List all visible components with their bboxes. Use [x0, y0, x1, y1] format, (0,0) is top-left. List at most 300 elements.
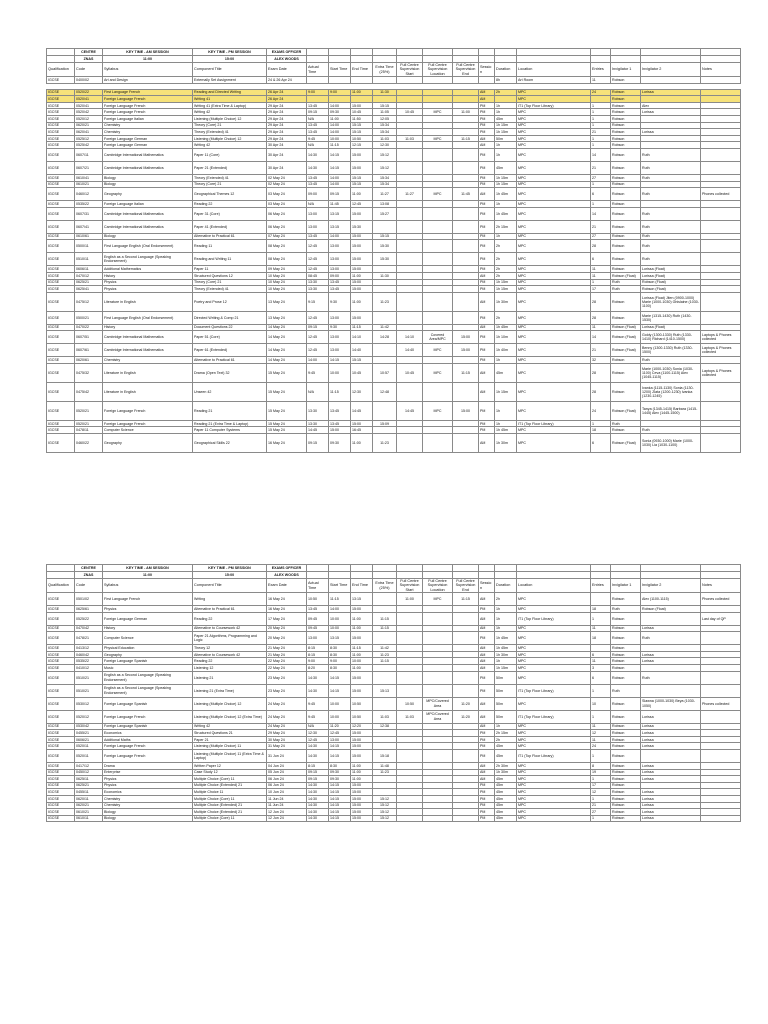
cell-supervision-location: Covered Area/MPC [423, 331, 453, 344]
cell-supervision-start [397, 174, 423, 181]
cell-entries: 27 [591, 809, 611, 816]
cell-supervision-end [453, 762, 479, 769]
cell-supervision-end [453, 606, 479, 613]
cell-notes: Phones collected [701, 593, 741, 606]
cell-code: 0455/21 [75, 730, 103, 737]
cell-entries: 1 [591, 142, 611, 149]
header-empty-cell [611, 49, 641, 56]
cell-invigilator-2 [641, 201, 701, 208]
cell-supervision-start: 11:00 [397, 593, 423, 606]
table-row [47, 240, 741, 253]
cell-end-time: 15:15 [351, 174, 373, 181]
cell-invigilator-1: Robson [611, 115, 641, 122]
column-header-qualification: Qualification [47, 579, 75, 593]
cell-invigilator-1: Robson [611, 174, 641, 181]
cell-supervision-start [397, 420, 423, 427]
cell-supervision-start [397, 102, 423, 109]
cell-actual-time: 9:45 [307, 710, 329, 723]
cell-location: MPC [517, 434, 591, 453]
cell-syllabus: Economics [103, 730, 193, 737]
cell-code: 0478/21 [75, 632, 103, 645]
cell-component-title: Theory (Core) 21 [193, 181, 267, 188]
cell-supervision-location [423, 749, 453, 762]
cell-exam-date: 07 May 24 [267, 233, 307, 240]
cell-end-time: 15:15 [351, 181, 373, 188]
cell-code: 0460/12 [75, 188, 103, 201]
cell-supervision-start [397, 612, 423, 625]
cell-exam-date: 13 May 24 [267, 292, 307, 311]
cell-exam-date: 23 May 24 [267, 671, 307, 684]
cell-entries: 17 [591, 782, 611, 789]
header-empty-cell [701, 56, 741, 63]
cell-duration: 1h 30m [495, 292, 517, 311]
pm-value: 15:00 [193, 56, 267, 63]
column-header-syllabus: Syllabus [103, 63, 193, 77]
cell-supervision-end [453, 684, 479, 697]
cell-invigilator-2: Ruth [641, 188, 701, 201]
cell-supervision-start: 14:40 [397, 344, 423, 357]
cell-exam-date: 10 May 24 [267, 272, 307, 279]
cell-exam-date: 04 Jun 24 [267, 762, 307, 769]
cell-invigilator-2: Lorissa (Float) [641, 266, 701, 273]
cell-syllabus: First Language English (Oral Endorsement) [103, 240, 193, 253]
cell-start-time: 8:30 [329, 762, 351, 769]
cell-entries: 18 [591, 606, 611, 613]
cell-invigilator-1: Robson [611, 201, 641, 208]
cell-syllabus: Foreign Language German [103, 135, 193, 142]
cell-extra-time: 11:42 [373, 324, 397, 331]
cell-code: 0620/61 [75, 357, 103, 364]
cell-invigilator-1: Robson [611, 129, 641, 136]
cell-supervision-end [453, 233, 479, 240]
cell-qualification: IGCSE [47, 272, 75, 279]
cell-invigilator-1: Robson [611, 253, 641, 266]
cell-session: PM [479, 122, 495, 129]
cell-qualification: IGCSE [47, 115, 75, 122]
cell-actual-time: 14:30 [307, 802, 329, 809]
header-empty-cell [397, 49, 423, 56]
cell-syllabus: Cambridge International Mathematics [103, 161, 193, 174]
column-header-row [47, 579, 741, 593]
cell-code: 0470/22 [75, 324, 103, 331]
cell-start-time: 13:45 [329, 286, 351, 293]
cell-duration: 1h 45m [495, 207, 517, 220]
cell-notes [701, 266, 741, 273]
cell-supervision-location: MPC [423, 593, 453, 606]
cell-supervision-end [453, 174, 479, 181]
cell-syllabus: Literature in English [103, 292, 193, 311]
cell-supervision-location [423, 279, 453, 286]
cell-start-time: 11:15 [329, 142, 351, 149]
cell-extra-time: 12:38 [373, 723, 397, 730]
cell-end-time: 15:15 [351, 122, 373, 129]
table-row [47, 286, 741, 293]
cell-invigilator-1: Robson [611, 233, 641, 240]
cell-session: AM [479, 769, 495, 776]
cell-extra-time [373, 593, 397, 606]
cell-invigilator-2: Lorissa (Float) Jiten (0900-1000) Marie (1000-1030) Ghislaine (1030-1100) [641, 292, 701, 311]
table-row [47, 266, 741, 273]
cell-actual-time: 9:00 [307, 658, 329, 665]
header-empty-cell [591, 565, 611, 572]
cell-invigilator-2: Lorissa [641, 809, 701, 816]
centre-label: CENTRE [75, 49, 103, 56]
cell-supervision-location [423, 181, 453, 188]
cell-invigilator-1: Robson [611, 220, 641, 233]
cell-duration: 50m [495, 710, 517, 723]
cell-invigilator-2: Lorissa [641, 710, 701, 723]
cell-session: AM [479, 292, 495, 311]
cell-start-time: 13:45 [329, 401, 351, 420]
cell-session: AM [479, 664, 495, 671]
cell-actual-time: 13:00 [307, 207, 329, 220]
column-header-exam-date: Exam Date [267, 63, 307, 77]
header-empty-cell [373, 56, 397, 63]
cell-end-time: 10:00 [351, 658, 373, 665]
cell-notes [701, 181, 741, 188]
cell-invigilator-1: Robson [611, 743, 641, 750]
cell-exam-date: 11 Jun 24 [267, 802, 307, 809]
header-empty-cell [397, 572, 423, 579]
cell-end-time: 15:15 [351, 357, 373, 364]
cell-exam-date: 11 Jun 24 [267, 795, 307, 802]
cell-actual-time: 14:30 [307, 815, 329, 822]
cell-invigilator-2 [641, 142, 701, 149]
cell-code: 0535/22 [75, 201, 103, 208]
cell-invigilator-1: Robson (Float) [611, 272, 641, 279]
cell-notes [701, 802, 741, 809]
cell-supervision-end [453, 815, 479, 822]
cell-syllabus: Chemistry [103, 357, 193, 364]
cell-location: MPC [517, 651, 591, 658]
cell-invigilator-1: Robson [611, 240, 641, 253]
cell-entries: 3 [591, 664, 611, 671]
cell-extra-time: 11:23 [373, 434, 397, 453]
cell-supervision-start [397, 253, 423, 266]
cell-qualification: IGCSE [47, 363, 75, 382]
cell-start-time: 14:00 [329, 181, 351, 188]
cell-entries: 1 [591, 420, 611, 427]
cell-duration: 1h 30m [495, 769, 517, 776]
cell-start-time: 13:00 [329, 344, 351, 357]
cell-entries: 18 [591, 427, 611, 434]
cell-exam-date: 06 May 24 [267, 220, 307, 233]
cell-notes [701, 789, 741, 796]
cell-entries: 12 [591, 789, 611, 796]
cell-supervision-location: MPC [423, 401, 453, 420]
cell-syllabus: First Language French [103, 89, 193, 96]
cell-qualification: IGCSE [47, 253, 75, 266]
cell-invigilator-2: Lorissa [641, 625, 701, 632]
cell-actual-time: 12:45 [307, 253, 329, 266]
cell-code: 0520/42 [75, 109, 103, 116]
cell-notes [701, 736, 741, 743]
cell-supervision-start: 11:03 [397, 710, 423, 723]
cell-exam-date: 16 May 24 [267, 606, 307, 613]
cell-exam-date: 14 May 24 [267, 331, 307, 344]
cell-end-time: 14:40 [351, 344, 373, 357]
cell-extra-time: 15:13 [373, 684, 397, 697]
header-empty-cell [701, 565, 741, 572]
cell-notes [701, 292, 741, 311]
cell-supervision-location [423, 174, 453, 181]
cell-notes: Phones collected [701, 188, 741, 201]
cell-syllabus: Drama [103, 762, 193, 769]
column-header-invigilator-2: Invigilator 2 [641, 579, 701, 593]
cell-exam-date: 29 Apr 24 [267, 102, 307, 109]
table-row [47, 324, 741, 331]
cell-session: AM [479, 324, 495, 331]
cell-location: MPC [517, 286, 591, 293]
cell-supervision-location [423, 684, 453, 697]
header-label-row [47, 565, 741, 572]
cell-component-title: Listening (Multiple Choice) 12 [193, 697, 267, 710]
cell-invigilator-1: Robson [611, 593, 641, 606]
cell-start-time: 8:30 [329, 664, 351, 671]
cell-supervision-location [423, 357, 453, 364]
cell-exam-date: 24 May 24 [267, 697, 307, 710]
cell-invigilator-1: Robson [611, 142, 641, 149]
cell-actual-time: 9:45 [307, 697, 329, 710]
cell-entries: 28 [591, 382, 611, 401]
cell-session: AM [479, 776, 495, 783]
cell-supervision-location [423, 427, 453, 434]
cell-qualification: IGCSE [47, 658, 75, 665]
header-empty-cell [453, 565, 479, 572]
cell-location: MPC [517, 809, 591, 816]
cell-session: AM [479, 363, 495, 382]
cell-syllabus: Additional Maths [103, 736, 193, 743]
header-empty-cell [641, 565, 701, 572]
cell-end-time: 11:00 [351, 272, 373, 279]
cell-supervision-end [453, 324, 479, 331]
cell-start-time: 13:00 [329, 266, 351, 273]
cell-invigilator-1: Robson [611, 749, 641, 762]
cell-actual-time: 8:15 [307, 645, 329, 652]
cell-invigilator-1: Robson [611, 776, 641, 783]
header-empty-cell [351, 56, 373, 63]
cell-supervision-location [423, 782, 453, 789]
cell-notes [701, 135, 741, 142]
cell-entries: 27 [591, 233, 611, 240]
cell-supervision-end [453, 102, 479, 109]
cell-location: MPC [517, 723, 591, 730]
cell-invigilator-2: Lorissa [641, 89, 701, 96]
header-spacer [47, 572, 75, 579]
cell-exam-date: 20 May 24 [267, 632, 307, 645]
cell-actual-time: 9:15 [307, 292, 329, 311]
cell-end-time: 15:00 [351, 684, 373, 697]
cell-session: PM [479, 606, 495, 613]
cell-component-title: Theory (Core) 21 [193, 122, 267, 129]
cell-qualification: IGCSE [47, 762, 75, 769]
cell-qualification: IGCSE [47, 102, 75, 109]
cell-exam-date: 12 Jun 24 [267, 815, 307, 822]
cell-extra-time [373, 279, 397, 286]
cell-supervision-start [397, 89, 423, 96]
cell-notes [701, 142, 741, 149]
cell-exam-date: 15 May 24 [267, 427, 307, 434]
cell-code: 0525/22 [75, 612, 103, 625]
cell-exam-date: 14 May 24 [267, 324, 307, 331]
centre-value: ZNAS [75, 56, 103, 63]
cell-actual-time: N/A [307, 115, 329, 122]
cell-actual-time: 13:30 [307, 286, 329, 293]
cell-extra-time [373, 776, 397, 783]
cell-invigilator-2: Lorissa [641, 789, 701, 796]
cell-notes: Last day of QP [701, 612, 741, 625]
column-header-code: Code [75, 579, 103, 593]
cell-supervision-start [397, 762, 423, 769]
cell-notes [701, 279, 741, 286]
cell-supervision-location [423, 802, 453, 809]
cell-actual-time: 9:00 [307, 89, 329, 96]
cell-qualification: IGCSE [47, 789, 75, 796]
cell-end-time: 15:00 [351, 789, 373, 796]
cell-exam-date: 17 May 24 [267, 612, 307, 625]
cell-component-title: Reading 22 [193, 658, 267, 665]
cell-session: AM [479, 762, 495, 769]
table-row [47, 311, 741, 324]
table-row [47, 148, 741, 161]
cell-invigilator-1: Robson [611, 266, 641, 273]
cell-supervision-location [423, 161, 453, 174]
cell-supervision-location: MPC/Covered Area [423, 697, 453, 710]
cell-duration: 2h [495, 89, 517, 96]
cell-extra-time [373, 782, 397, 789]
cell-location: MPC [517, 762, 591, 769]
cell-notes [701, 240, 741, 253]
cell-entries: 1 [591, 181, 611, 188]
cell-supervision-end [453, 776, 479, 783]
cell-entries: 21 [591, 344, 611, 357]
cell-invigilator-1: Robson [611, 782, 641, 789]
cell-supervision-location [423, 286, 453, 293]
cell-component-title: Alternative to Practical 61 [193, 357, 267, 364]
cell-invigilator-2 [641, 135, 701, 142]
cell-supervision-end [453, 664, 479, 671]
cell-invigilator-2: Lorissa [641, 743, 701, 750]
cell-invigilator-1: Robson (Float) [611, 324, 641, 331]
cell-invigilator-2 [641, 96, 701, 103]
cell-duration: 50m [495, 135, 517, 142]
cell-duration: 1h 40m [495, 344, 517, 357]
cell-end-time: 10:45 [351, 363, 373, 382]
cell-exam-date: 29 Apr 24 [267, 122, 307, 129]
cell-actual-time: 12:45 [307, 736, 329, 743]
cell-start-time: 14:15 [329, 671, 351, 684]
cell-duration: 45m [495, 795, 517, 802]
cell-exam-date: 06 Jun 24 [267, 782, 307, 789]
cell-entries: 6 [591, 651, 611, 658]
am-label: KEY TIME - AM SESSION [103, 565, 193, 572]
cell-syllabus: First Language French [103, 593, 193, 606]
cell-location: MPC [517, 129, 591, 136]
cell-duration: 45m [495, 789, 517, 796]
cell-syllabus: Foreign Language French [103, 96, 193, 103]
cell-end-time: 10:50 [351, 697, 373, 710]
cell-supervision-end [453, 122, 479, 129]
table-row [47, 220, 741, 233]
cell-session: PM [479, 331, 495, 344]
cell-start-time: 09:30 [329, 769, 351, 776]
cell-invigilator-1: Robson [611, 815, 641, 822]
am-value: 11:00 [103, 56, 193, 63]
cell-invigilator-2: Lorissa [641, 736, 701, 743]
header-empty-cell [351, 49, 373, 56]
cell-code: 0470/42 [75, 625, 103, 632]
cell-exam-date: 02 May 24 [267, 174, 307, 181]
table-row [47, 769, 741, 776]
cell-duration: 50m [495, 684, 517, 697]
cell-entries: 1 [591, 102, 611, 109]
cell-invigilator-2: Robson (Float) [641, 606, 701, 613]
cell-invigilator-2: Ruth [641, 161, 701, 174]
cell-code: 0620/21 [75, 802, 103, 809]
cell-entries: 6 [591, 671, 611, 684]
table-row [47, 292, 741, 311]
cell-qualification: IGCSE [47, 815, 75, 822]
cell-location: MPC [517, 815, 591, 822]
cell-actual-time: 13:45 [307, 233, 329, 240]
cell-extra-time: 15:12 [373, 815, 397, 822]
column-header-component-title: Component Title [193, 63, 267, 77]
cell-extra-time: 15:30 [373, 240, 397, 253]
cell-end-time: 15:00 [351, 809, 373, 816]
cell-entries: 32 [591, 357, 611, 364]
cell-code: 0520/41 [75, 96, 103, 103]
cell-component-title: Unseen 42 [193, 382, 267, 401]
column-header-location: Location [517, 579, 591, 593]
cell-actual-time: 09:15 [307, 324, 329, 331]
cell-syllabus: Foreign Language French [103, 710, 193, 723]
cell-invigilator-2: Tanya (1345-1415) Barbara (1415-1445) Alex (1445-1500) [641, 401, 701, 420]
cell-qualification: IGCSE [47, 286, 75, 293]
table-row [47, 279, 741, 286]
cell-start-time: 14:15 [329, 357, 351, 364]
cell-notes [701, 115, 741, 122]
cell-supervision-end [453, 651, 479, 658]
cell-supervision-location [423, 651, 453, 658]
cell-extra-time: 11:05 [373, 109, 397, 116]
cell-invigilator-1: Robson [611, 789, 641, 796]
table-row [47, 730, 741, 737]
cell-supervision-location [423, 201, 453, 208]
cell-supervision-end [453, 142, 479, 149]
cell-exam-date: 20 May 24 [267, 625, 307, 632]
column-header-end-time: End Time [351, 63, 373, 77]
cell-exam-date: 23 May 24 [267, 684, 307, 697]
cell-supervision-start [397, 357, 423, 364]
cell-invigilator-1: Robson [611, 697, 641, 710]
cell-end-time: 11:00 [351, 664, 373, 671]
column-header-start-time: Start Time [329, 63, 351, 77]
cell-supervision-start [397, 684, 423, 697]
cell-location: MPC [517, 401, 591, 420]
cell-session: PM [479, 795, 495, 802]
cell-actual-time: 08:45 [307, 272, 329, 279]
cell-invigilator-2: Lorissa [641, 651, 701, 658]
cell-component-title: Multiple Choice (Core) 11 [193, 815, 267, 822]
cell-end-time: 11:00 [351, 612, 373, 625]
cell-component-title: Reading 21 [193, 401, 267, 420]
cell-supervision-start: 11:27 [397, 188, 423, 201]
cell-start-time: 14:15 [329, 161, 351, 174]
cell-exam-date: 06 Jun 24 [267, 776, 307, 783]
cell-syllabus: Biology [103, 815, 193, 822]
cell-session: PM [479, 129, 495, 136]
cell-code: 0501/02 [75, 593, 103, 606]
